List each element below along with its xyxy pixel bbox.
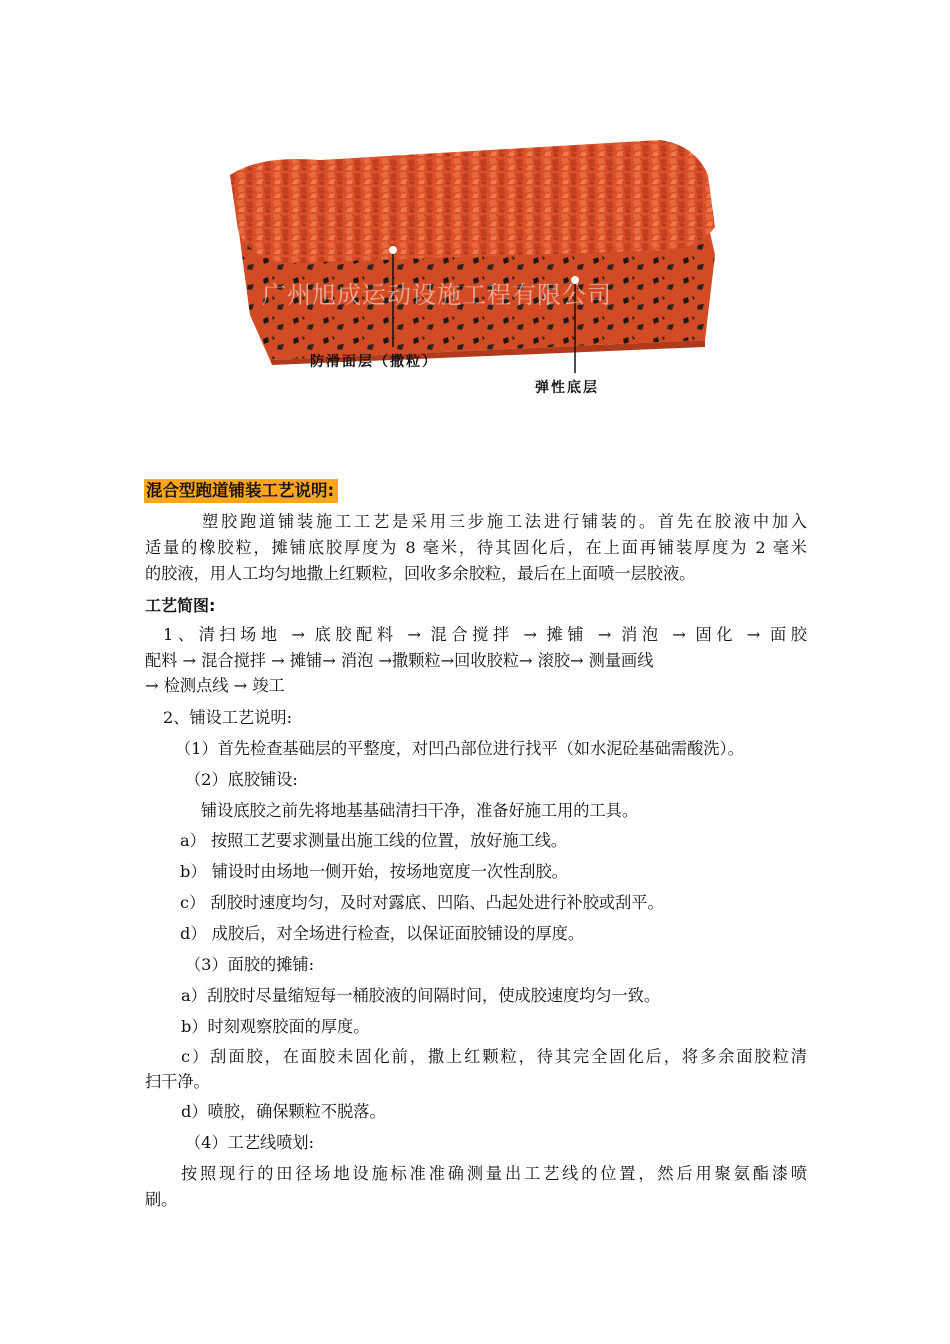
callout-bottom-layer: 弹性底层 [535,380,599,396]
step-2-item-b: b） 铺设时由场地一侧开始，按场地宽度一次性刮胶。 [180,862,568,881]
step-2-item-d: d） 成胶后，对全场进行检查，以保证面胶铺设的厚度。 [180,924,585,943]
step-3-item-b: b）时刻观察胶面的厚度。 [181,1017,370,1036]
flow-line-2: 配料 → 混合搅拌 → 摊铺→ 消泡 →撒颗粒→回收胶粒→ 滚胶→ 测量画线 [145,651,654,670]
flow-line-3: → 检测点线 → 竣工 [145,676,285,695]
intro-line-3: 的胶液，用人工均匀地撒上红颗粒，回收多余胶粒，最后在上面喷一层胶液。 [145,564,696,583]
flow-title: 工艺简图: [145,596,216,615]
step-2-item-a: a） 按照工艺要求测量出施工线的位置，放好施工线。 [180,831,568,850]
step-4-text-2: 刷。 [145,1190,178,1209]
step-2-heading: （2）底胶铺设: [185,770,298,789]
step-4-text-1: 按照现行的田径场地设施标准准确测量出工艺线的位置，然后用聚氨酯漆喷 [181,1164,807,1183]
step-3-heading: （3）面胶的摊铺: [185,955,315,974]
step-2-intro: 铺设底胶之前先将地基基础清扫干净，准备好施工用的工具。 [201,801,639,820]
flow-line-1: 1、清扫场地 → 底胶配料 → 混合搅拌 → 摊铺 → 消泡 → 固化 → 面胶 [163,625,807,644]
step-2-item-c: c） 刮胶时速度均匀，及时对露底、凹陷、凸起处进行补胶或刮平。 [180,893,664,912]
watermark-text: 广州旭成运动设施工程有限公司 [262,281,612,309]
step-3-item-d: d）喷胶，确保颗粒不脱落。 [181,1102,386,1121]
intro-line-2: 适量的橡胶粒，摊铺底胶厚度为 8 毫米，待其固化后，在上面再铺装厚度为 2 毫米 [145,538,807,557]
track-sample-image [200,115,740,415]
step-3-item-c-cont: 扫干净。 [145,1072,210,1091]
track-sample-figure [200,115,740,415]
step-3-item-a: a）刮胶时尽量缩短每一桶胶液的间隔时间，使成胶速度均匀一致。 [181,986,661,1005]
step-3-item-c: c）刮面胶，在面胶未固化前，撒上红颗粒，待其完全固化后，将多余面胶粒清 [181,1047,807,1066]
callout-top-layer: 防滑面层（撒粒） [310,354,438,370]
intro-line-1: 塑胶跑道铺装施工工艺是采用三步施工法进行铺装的。首先在胶液中加入 [202,512,807,531]
step-4-heading: （4）工艺线喷划: [185,1133,315,1152]
step-1: （1）首先检查基础层的平整度，对凹凸部位进行找平（如水泥砼基础需酸洗）。 [175,739,744,758]
section-title: 混合型跑道铺装工艺说明: [144,479,338,503]
section-2-heading: 2、铺设工艺说明: [163,708,293,727]
